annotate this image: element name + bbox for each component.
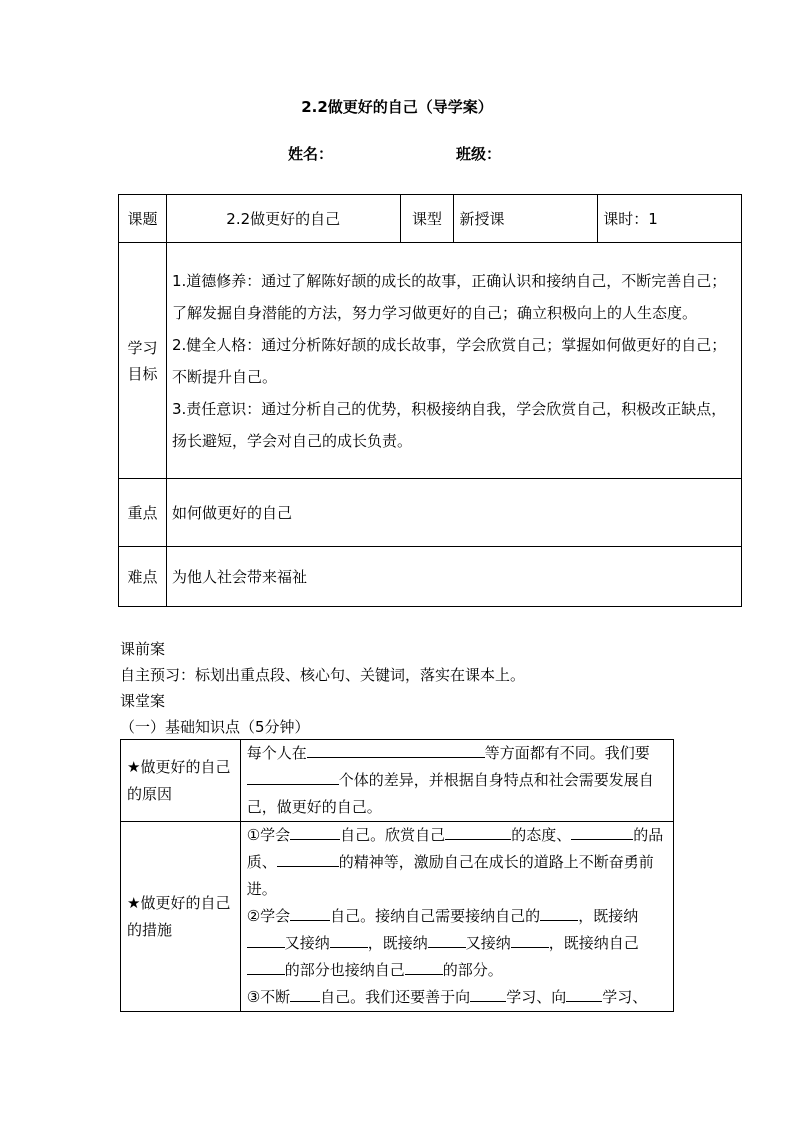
goal-item: 2.健全人格：通过分析陈好颉的成长故事，学会欣赏自己；掌握如何做更好的自己；不断提升自己。 <box>171 335 727 386</box>
fill-blank[interactable] <box>247 931 285 948</box>
fill-blank[interactable] <box>540 904 578 921</box>
type-label: 课型 <box>400 195 454 243</box>
text: ①学会 <box>246 826 291 844</box>
fill-blank[interactable] <box>330 931 368 948</box>
text: 的态度、 <box>511 826 572 844</box>
topic-value: 2.2做更好的自己 <box>166 195 400 243</box>
measures-label: ★做更好的自己的措施 <box>121 822 241 1012</box>
measures-content <box>240 822 673 1012</box>
reason-label: ★做更好的自己的原因 <box>121 740 241 822</box>
topic-label: 课题 <box>119 195 167 243</box>
text: 又接纳 <box>465 934 511 952</box>
text: 学习、 <box>602 988 648 1006</box>
fill-blank[interactable] <box>247 958 285 975</box>
fill-blank[interactable] <box>566 985 602 1002</box>
text: 的部分也接纳自己 <box>284 961 405 979</box>
info-table <box>118 194 742 607</box>
text: 的精神等，激励自己在成长的道路上不断奋勇前进。 <box>246 853 654 898</box>
self-study-text: 自主预习：标划出重点段、核心句、关键词，落实在课本上。 <box>120 666 526 684</box>
goal-item: 1.道德修养：通过了解陈好颉的成长的故事，正确认识和接纳自己，不断完善自己；了解发掘自身潜能的方法，努力学习做更好的自己；确立积极向上的人生态度。 <box>171 271 727 322</box>
goals-label-line2: 目标 <box>127 364 158 383</box>
text: 等方面都有不同。我们要 <box>484 744 650 762</box>
goals-row <box>119 243 742 479</box>
in-class-heading: 课堂案 <box>120 692 166 710</box>
fill-blank[interactable] <box>290 904 330 921</box>
goals-label-line1: 学习 <box>127 338 158 357</box>
fill-blank[interactable] <box>470 985 506 1002</box>
fill-blank[interactable] <box>405 958 443 975</box>
text: 学习、向 <box>506 988 567 1006</box>
text: 自己。欣赏自己 <box>340 826 446 844</box>
goal-item: 3.责任意识：通过分析自己的优势，积极接纳自我，学会欣赏自己，积极改正缺点，扬长避短，学会对自己的成长负责。 <box>171 399 727 450</box>
text: 的部分。 <box>442 961 503 979</box>
fill-blank[interactable] <box>511 931 549 948</box>
text: 的品质、 <box>246 826 664 871</box>
reason-content <box>240 740 673 822</box>
key-row <box>119 479 742 547</box>
fill-blank[interactable] <box>307 741 485 758</box>
reason-row <box>121 740 674 822</box>
fill-blank[interactable] <box>445 823 511 840</box>
text: ，既接纳 <box>578 907 639 925</box>
fill-blank[interactable] <box>277 850 339 867</box>
text: 自己。接纳自己需要接纳自己的 <box>330 907 541 925</box>
text: ，既接纳 <box>367 934 428 952</box>
measures-row <box>121 822 674 1012</box>
hours-value: 课时：1 <box>598 195 742 243</box>
text: 每个人在 <box>246 744 307 762</box>
knowledge-table <box>120 739 674 1012</box>
text: 又接纳 <box>284 934 330 952</box>
type-value: 新授课 <box>454 195 598 243</box>
fill-blank[interactable] <box>571 823 633 840</box>
difficulty-label: 难点 <box>119 547 167 607</box>
measure-1 <box>247 822 667 903</box>
topic-row <box>119 195 742 243</box>
measure-3 <box>247 984 667 1011</box>
text: 个体的差异，并根据自身特点和社会需要发展自己，做更好的自己。 <box>246 771 654 816</box>
difficulty-value: 为他人社会带来福祉 <box>166 547 741 607</box>
goals-label <box>119 243 167 479</box>
text: ，既接纳自己 <box>548 934 639 952</box>
key-label: 重点 <box>119 479 167 547</box>
measure-2 <box>247 903 667 984</box>
difficulty-row <box>119 547 742 607</box>
name-label: 姓名： <box>288 145 334 163</box>
page-title: 2.2做更好的自己（导学案） <box>301 98 493 116</box>
text: ②学会 <box>246 907 291 925</box>
fill-blank[interactable] <box>428 931 466 948</box>
part1-heading: （一）基础知识点（5分钟） <box>120 718 310 736</box>
pre-class-heading: 课前案 <box>120 640 166 658</box>
fill-blank[interactable] <box>290 985 320 1002</box>
class-label: 班级： <box>456 145 502 163</box>
fill-blank[interactable] <box>247 768 339 785</box>
goals-content <box>166 243 741 479</box>
text: 自己。我们还要善于向 <box>320 988 471 1006</box>
fill-blank[interactable] <box>290 823 340 840</box>
text: ③不断 <box>246 988 291 1006</box>
key-value: 如何做更好的自己 <box>166 479 741 547</box>
